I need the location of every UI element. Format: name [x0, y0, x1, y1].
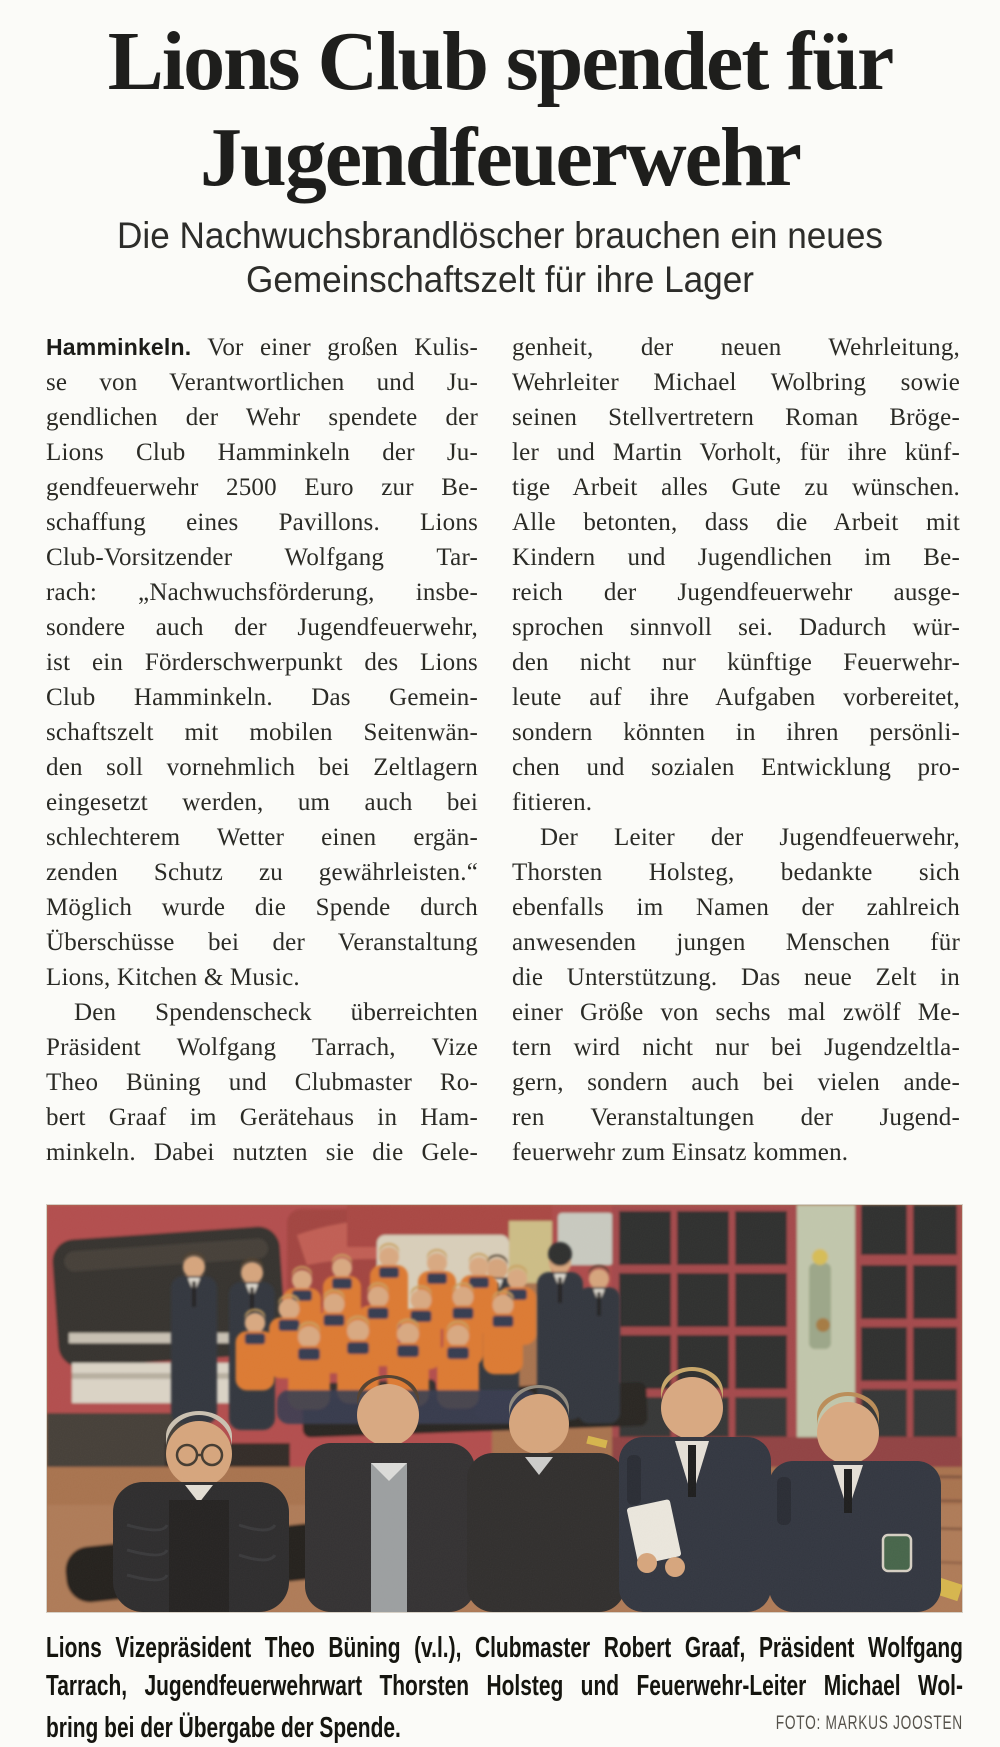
- article-body: [46, 330, 960, 1170]
- caption-line3: [46, 1705, 963, 1747]
- article-line: genheit, der neuen Wehrleitung,: [512, 334, 960, 361]
- article-line: ren Veranstaltungen der Jugend-: [512, 1104, 960, 1131]
- article-line: rach: „Nachwuchsförderung, insbe-: [46, 579, 478, 606]
- article-line: die Unterstützung. Das neue Zelt in: [512, 964, 960, 991]
- headline-line1: Lions Club spendet für: [107, 15, 893, 108]
- article-line: schlechterem Wetter einen ergän-: [46, 824, 478, 851]
- photo-caption: [46, 1629, 963, 1747]
- article-line: Thorsten Holsteg, bedankte sich: [512, 859, 960, 886]
- article-line: ebenfalls im Namen der zahlreich: [512, 894, 960, 921]
- photo-illustration: [47, 1205, 962, 1612]
- article-line: schaftszelt mit mobilen Seitenwän-: [46, 719, 478, 746]
- article-line: eingesetzt werden, um auch bei: [46, 789, 478, 816]
- article-line: Lions, Kitchen & Music.: [46, 964, 300, 991]
- article-line: ler und Martin Vorholt, für ihre künf-: [512, 439, 960, 466]
- photo-caption-text: [46, 1629, 963, 1747]
- article-line: bert Graaf im Gerätehaus in Ham-: [46, 1104, 478, 1131]
- article-line: gendlichen der Wehr spendete der: [46, 404, 478, 431]
- article-line: ist ein Förderschwerpunkt des Lions: [46, 649, 478, 676]
- dateline: Hamminkeln.: [46, 334, 192, 360]
- article-line: feuerwehr zum Einsatz kommen.: [512, 1139, 849, 1166]
- article-line: gendfeuerwehr 2500 Euro zur Be-: [46, 474, 478, 501]
- headline-line2: Jugendfeuerwehr: [200, 111, 800, 204]
- article-line: tige Arbeit alles Gute zu wünschen.: [512, 474, 960, 501]
- article-line: Club-Vorsitzender Wolfgang Tar-: [46, 544, 478, 571]
- article-line: tern wird nicht nur bei Jugendzeltla-: [512, 1034, 960, 1061]
- article-line: den nicht nur künftige Feuerwehr-: [512, 649, 960, 676]
- headline: [0, 14, 1000, 206]
- article-line: Möglich wurde die Spende durch: [46, 894, 478, 921]
- article-line: Theo Büning und Clubmaster Ro-: [46, 1069, 478, 1096]
- newspaper-page: [0, 14, 1000, 1744]
- article-line: anwesenden jungen Menschen für: [512, 929, 960, 956]
- article-line: minkeln. Dabei nutzten sie die Gele-: [46, 1139, 478, 1166]
- article-line: leute auf ihre Aufgaben vorbereitet,: [512, 684, 960, 711]
- article-line: sprochen sinnvoll sei. Dadurch wür-: [512, 614, 960, 641]
- caption-line3-text: bring bei der Übergabe der Spende.: [46, 1712, 401, 1744]
- subtitle-line1: Die Nachwuchsbrandlöscher brauchen ein neues: [117, 215, 883, 256]
- article-line: Club Hamminkeln. Das Gemein-: [46, 684, 478, 711]
- article-line: se von Verantwortlichen und Ju-: [46, 369, 478, 396]
- article-line: Überschüsse bei der Veranstaltung: [46, 929, 478, 956]
- article-line: chen und sozialen Entwicklung pro-: [512, 754, 960, 781]
- article-line: Wehrleiter Michael Wolbring sowie: [512, 369, 960, 396]
- caption-line2: Tarrach, Jugendfeuerwehrwart Thorsten Holsteg und Feuerwehr-Leiter Michael Wol-: [46, 1670, 963, 1702]
- article-line: Hamminkeln. Vor einer großen Kulis-: [46, 334, 478, 361]
- article-column-left: [46, 330, 478, 1170]
- subtitle-line2: Gemeinschaftszelt für ihre Lager: [246, 259, 754, 300]
- caption-line1: Lions Vizepräsident Theo Büning (v.l.), Clubmaster Robert Graaf, Präsident Wolfgang: [46, 1632, 963, 1664]
- photo-credit: FOTO: MARKUS JOOSTEN: [775, 1713, 963, 1734]
- subtitle: [25, 214, 975, 302]
- photo-grain-overlay: [47, 1205, 962, 1612]
- article-line: seinen Stellvertretern Roman Bröge-: [512, 404, 960, 431]
- article-line: sondere auch der Jugendfeuerwehr,: [46, 614, 478, 641]
- article-line: Lions Club Hamminkeln der Ju-: [46, 439, 478, 466]
- article-line: reich der Jugendfeuerwehr ausge-: [512, 579, 960, 606]
- article-line: gern, sondern auch bei vielen ande-: [512, 1069, 960, 1096]
- article-line: Den Spendenscheck überreichten: [74, 999, 478, 1026]
- article-line: den soll vornehmlich bei Zeltlagern: [46, 754, 478, 781]
- article-line: Kindern und Jugendlichen im Be-: [512, 544, 960, 571]
- article-line: Präsident Wolfgang Tarrach, Vize: [46, 1034, 478, 1061]
- article-line: Alle betonten, dass die Arbeit mit: [512, 509, 960, 536]
- article-photo: [46, 1204, 963, 1613]
- article-line: schaffung eines Pavillons. Lions: [46, 509, 478, 536]
- article-column-right: [512, 330, 960, 1170]
- article-line: zenden Schutz zu gewährleisten.“: [46, 859, 478, 886]
- article-line: Der Leiter der Jugendfeuerwehr,: [540, 824, 960, 851]
- article-line: einer Größe von sechs mal zwölf Me-: [512, 999, 960, 1026]
- article-line: fitieren.: [512, 789, 593, 816]
- article-line: sondern könnten in ihren persönli-: [512, 719, 960, 746]
